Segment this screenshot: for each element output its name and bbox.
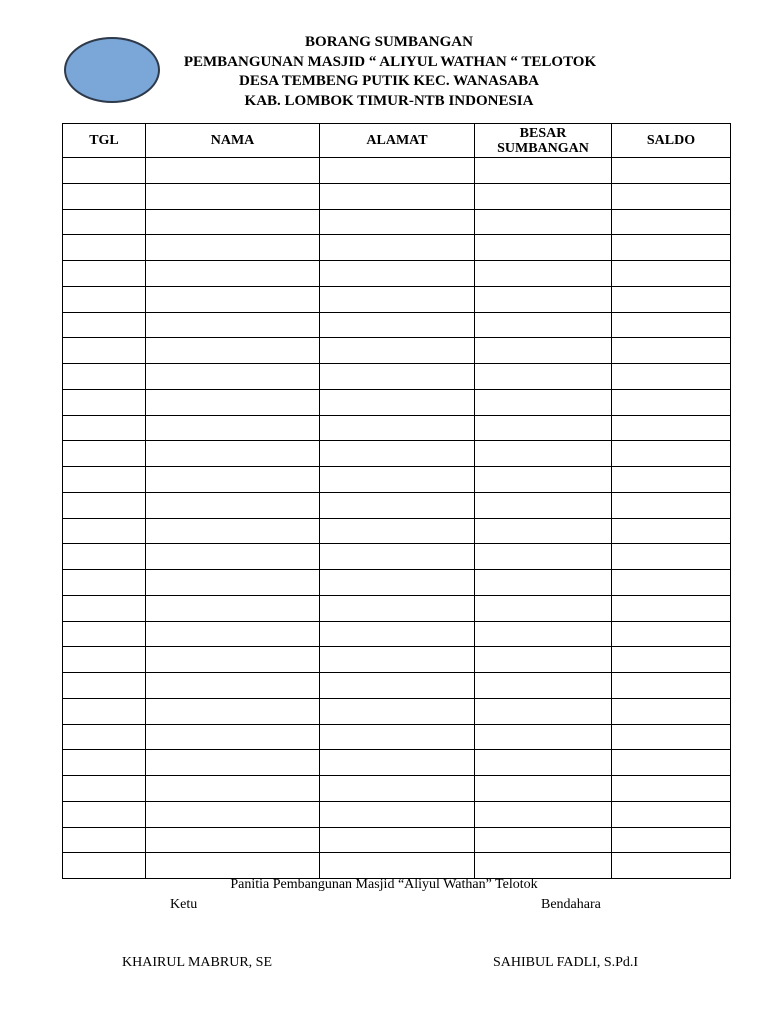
table-cell bbox=[63, 209, 146, 235]
table-row bbox=[63, 158, 731, 184]
table-cell bbox=[320, 312, 475, 338]
treasurer-name: SAHIBUL FADLI, S.Pd.I bbox=[493, 955, 639, 970]
table-cell bbox=[63, 389, 146, 415]
table-cell bbox=[320, 647, 475, 673]
table-cell bbox=[612, 183, 731, 209]
table-cell bbox=[146, 261, 320, 287]
table-cell bbox=[320, 183, 475, 209]
table-row bbox=[63, 853, 731, 879]
table-cell bbox=[475, 261, 612, 287]
table-cell bbox=[612, 286, 731, 312]
table-cell bbox=[146, 467, 320, 493]
table-cell bbox=[146, 338, 320, 364]
table-cell bbox=[612, 544, 731, 570]
table-cell bbox=[146, 158, 320, 184]
table-cell bbox=[63, 158, 146, 184]
table-cell bbox=[612, 621, 731, 647]
table-cell bbox=[612, 570, 731, 596]
table-row bbox=[63, 621, 731, 647]
table-cell bbox=[475, 183, 612, 209]
table-cell bbox=[63, 776, 146, 802]
table-cell bbox=[612, 261, 731, 287]
table-cell bbox=[612, 647, 731, 673]
table-cell bbox=[320, 158, 475, 184]
table-cell bbox=[475, 441, 612, 467]
table-row bbox=[63, 750, 731, 776]
table-cell bbox=[475, 595, 612, 621]
committee-label: Panitia Pembangunan Masjid “Aliyul Wathan” Telotok bbox=[230, 877, 538, 892]
table-cell bbox=[612, 209, 731, 235]
table-cell bbox=[320, 801, 475, 827]
column-header-nama: NAMA bbox=[146, 124, 320, 158]
table-cell bbox=[475, 621, 612, 647]
table-cell bbox=[320, 750, 475, 776]
table-cell bbox=[146, 621, 320, 647]
donation-table bbox=[62, 123, 731, 879]
table-cell bbox=[320, 235, 475, 261]
column-header-alamat: ALAMAT bbox=[320, 124, 475, 158]
table-cell bbox=[63, 183, 146, 209]
table-cell bbox=[612, 801, 731, 827]
table-cell bbox=[612, 750, 731, 776]
table-cell bbox=[63, 312, 146, 338]
table-cell bbox=[320, 467, 475, 493]
table-cell bbox=[612, 776, 731, 802]
table-cell bbox=[146, 750, 320, 776]
table-row bbox=[63, 389, 731, 415]
table-cell bbox=[320, 544, 475, 570]
table-cell bbox=[612, 827, 731, 853]
table-cell bbox=[612, 595, 731, 621]
table-cell bbox=[146, 827, 320, 853]
table-cell bbox=[320, 698, 475, 724]
table-cell bbox=[475, 518, 612, 544]
table-cell bbox=[475, 312, 612, 338]
table-cell bbox=[475, 492, 612, 518]
table-cell bbox=[475, 364, 612, 390]
column-header-saldo: SALDO bbox=[612, 124, 731, 158]
table-cell bbox=[320, 286, 475, 312]
table-row bbox=[63, 544, 731, 570]
table-row bbox=[63, 312, 731, 338]
table-cell bbox=[320, 595, 475, 621]
table-cell bbox=[63, 286, 146, 312]
table-cell bbox=[475, 158, 612, 184]
table-cell bbox=[475, 647, 612, 673]
table-row bbox=[63, 286, 731, 312]
table-cell bbox=[475, 286, 612, 312]
treasurer-role: Bendahara bbox=[541, 897, 601, 912]
table-cell bbox=[63, 544, 146, 570]
table-row bbox=[63, 801, 731, 827]
table-cell bbox=[146, 441, 320, 467]
table-cell bbox=[612, 853, 731, 879]
table-row bbox=[63, 827, 731, 853]
chairman-role: Ketu bbox=[170, 897, 198, 912]
table-cell bbox=[146, 286, 320, 312]
table-cell bbox=[146, 698, 320, 724]
table-cell bbox=[63, 724, 146, 750]
table-row bbox=[63, 441, 731, 467]
table-cell bbox=[612, 235, 731, 261]
table-cell bbox=[63, 492, 146, 518]
table-cell bbox=[146, 595, 320, 621]
table-row bbox=[63, 364, 731, 390]
table-cell bbox=[612, 724, 731, 750]
table-cell bbox=[612, 415, 731, 441]
table-cell bbox=[146, 776, 320, 802]
table-cell bbox=[63, 827, 146, 853]
table-cell bbox=[475, 750, 612, 776]
table-cell bbox=[320, 570, 475, 596]
table-cell bbox=[146, 209, 320, 235]
table-cell bbox=[146, 492, 320, 518]
table-cell bbox=[63, 235, 146, 261]
table-cell bbox=[612, 698, 731, 724]
table-cell bbox=[475, 801, 612, 827]
table-row bbox=[63, 647, 731, 673]
table-cell bbox=[146, 312, 320, 338]
table-cell bbox=[63, 415, 146, 441]
table-cell bbox=[146, 647, 320, 673]
table-cell bbox=[320, 776, 475, 802]
table-cell bbox=[475, 235, 612, 261]
table-row bbox=[63, 467, 731, 493]
table-cell bbox=[475, 415, 612, 441]
table-row bbox=[63, 261, 731, 287]
table-cell bbox=[475, 853, 612, 879]
table-cell bbox=[612, 389, 731, 415]
table-row bbox=[63, 492, 731, 518]
header-regency: KAB. LOMBOK TIMUR-NTB INDONESIA bbox=[244, 93, 534, 110]
table-row bbox=[63, 209, 731, 235]
table-cell bbox=[475, 338, 612, 364]
table-cell bbox=[612, 673, 731, 699]
table-row bbox=[63, 698, 731, 724]
table-cell bbox=[63, 750, 146, 776]
table-cell bbox=[63, 441, 146, 467]
table-cell bbox=[612, 338, 731, 364]
table-cell bbox=[612, 312, 731, 338]
table-cell bbox=[146, 183, 320, 209]
table-row bbox=[63, 235, 731, 261]
table-cell bbox=[146, 673, 320, 699]
table-cell bbox=[146, 364, 320, 390]
table-cell bbox=[146, 801, 320, 827]
table-cell bbox=[475, 673, 612, 699]
table-cell bbox=[320, 827, 475, 853]
table-cell bbox=[63, 595, 146, 621]
table-cell bbox=[63, 467, 146, 493]
table-row bbox=[63, 570, 731, 596]
table-row bbox=[63, 183, 731, 209]
table-row bbox=[63, 776, 731, 802]
table-cell bbox=[146, 389, 320, 415]
table-row bbox=[63, 415, 731, 441]
table-cell bbox=[612, 467, 731, 493]
table-cell bbox=[63, 621, 146, 647]
table-cell bbox=[146, 415, 320, 441]
table-cell bbox=[475, 776, 612, 802]
table-cell bbox=[320, 492, 475, 518]
table-cell bbox=[320, 621, 475, 647]
table-header-row bbox=[63, 124, 731, 158]
table-cell bbox=[146, 853, 320, 879]
table-cell bbox=[320, 364, 475, 390]
table-cell bbox=[612, 492, 731, 518]
table-cell bbox=[475, 698, 612, 724]
table-cell bbox=[612, 158, 731, 184]
header-title: BORANG SUMBANGAN bbox=[305, 34, 473, 50]
table-cell bbox=[320, 209, 475, 235]
table-body bbox=[63, 158, 731, 879]
table-cell bbox=[63, 261, 146, 287]
table-cell bbox=[475, 544, 612, 570]
column-header-tgl: TGL bbox=[63, 124, 146, 158]
table-cell bbox=[320, 415, 475, 441]
table-cell bbox=[320, 853, 475, 879]
table-cell bbox=[146, 724, 320, 750]
table-cell bbox=[612, 518, 731, 544]
table-cell bbox=[320, 338, 475, 364]
table-cell bbox=[320, 441, 475, 467]
form-header bbox=[0, 33, 768, 112]
table-cell bbox=[63, 698, 146, 724]
table-cell bbox=[146, 570, 320, 596]
table-cell bbox=[475, 389, 612, 415]
table-cell bbox=[320, 389, 475, 415]
table-cell bbox=[475, 827, 612, 853]
table-cell bbox=[63, 364, 146, 390]
table-cell bbox=[320, 724, 475, 750]
table-cell bbox=[63, 518, 146, 544]
table-row bbox=[63, 595, 731, 621]
header-project: PEMBANGUNAN MASJID “ ALIYUL WATHAN “ TELOTOK bbox=[183, 53, 597, 70]
table-cell bbox=[146, 518, 320, 544]
column-header-besar-sumbangan: BESAR SUMBANGAN bbox=[475, 124, 612, 158]
table-row bbox=[63, 724, 731, 750]
table-cell bbox=[475, 724, 612, 750]
table-cell bbox=[612, 441, 731, 467]
table-cell bbox=[146, 544, 320, 570]
table-row bbox=[63, 518, 731, 544]
table-row bbox=[63, 338, 731, 364]
chairman-name: KHAIRUL MABRUR, SE bbox=[122, 955, 272, 970]
table-cell bbox=[146, 235, 320, 261]
table-cell bbox=[63, 338, 146, 364]
table-cell bbox=[63, 801, 146, 827]
table-cell bbox=[475, 570, 612, 596]
table-cell bbox=[612, 364, 731, 390]
table-row bbox=[63, 673, 731, 699]
header-village: DESA TEMBENG PUTIK KEC. WANASABA bbox=[239, 73, 539, 90]
table-cell bbox=[475, 467, 612, 493]
table-cell bbox=[63, 570, 146, 596]
table-cell bbox=[63, 853, 146, 879]
table-cell bbox=[63, 647, 146, 673]
table-cell bbox=[475, 209, 612, 235]
table-cell bbox=[320, 673, 475, 699]
table-cell bbox=[320, 261, 475, 287]
table-cell bbox=[63, 673, 146, 699]
table-cell bbox=[320, 518, 475, 544]
